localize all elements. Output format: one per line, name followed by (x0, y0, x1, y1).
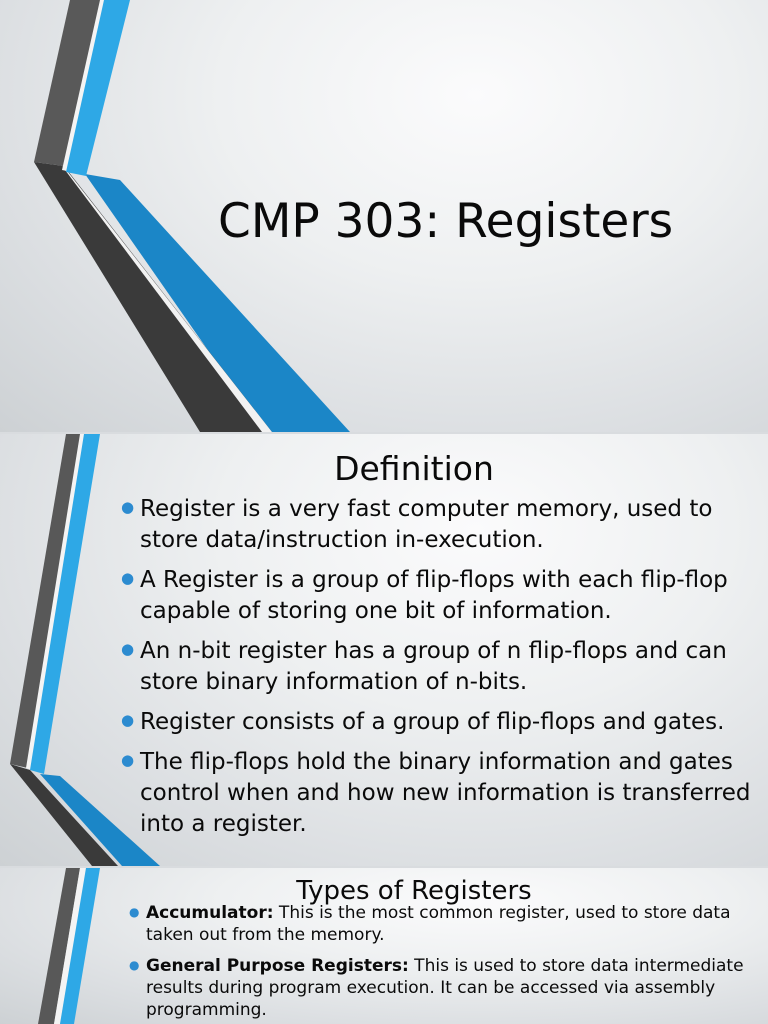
bullet-text: Register consists of a group of flip-flops and gates. (140, 709, 725, 735)
list-item (129, 902, 765, 946)
bullet-icon: ● (121, 498, 135, 516)
list-item (129, 955, 765, 1021)
list-item (121, 636, 761, 698)
bullet-text: An n-bit register has a group of n flip-flops and can store binary information of n-bits. (140, 638, 727, 695)
bullet-icon: ● (129, 958, 140, 972)
bullet-text: A Register is a group of flip-flops with each flip-flop capable of storing one bit of information. (140, 567, 728, 624)
register-term: Accumulator: (146, 903, 274, 923)
slide-title: CMP 303: Registers (218, 194, 674, 249)
types-slide (0, 868, 768, 1024)
list-item (121, 707, 761, 738)
list-item (121, 747, 761, 840)
definition-bullet-list (121, 494, 761, 849)
slide-title: Definition (334, 449, 494, 488)
bullet-icon: ● (121, 751, 135, 769)
bullet-icon: ● (121, 640, 135, 658)
register-types-list (129, 902, 765, 1024)
bullet-text: The flip-flops hold the binary information and gates control when and how new information is transferred into a register. (140, 749, 751, 837)
bullet-icon: ● (129, 905, 140, 919)
list-item (121, 565, 761, 627)
definition-slide (0, 434, 768, 866)
bullet-text: Register is a very fast computer memory, used to store data/instruction in-execution. (140, 496, 713, 553)
register-term: General Purpose Registers: (146, 956, 409, 976)
title-slide (0, 0, 768, 432)
slide-title: Types of Registers (296, 876, 532, 906)
bullet-icon: ● (121, 711, 135, 729)
register-description: This is the most common register, used to store data taken out from the memory. (146, 903, 731, 945)
register-description: This is used to store data intermediate results during program execution. It can be accessed via assembly programming. (146, 956, 744, 1020)
bullet-icon: ● (121, 569, 135, 587)
list-item (121, 494, 761, 556)
